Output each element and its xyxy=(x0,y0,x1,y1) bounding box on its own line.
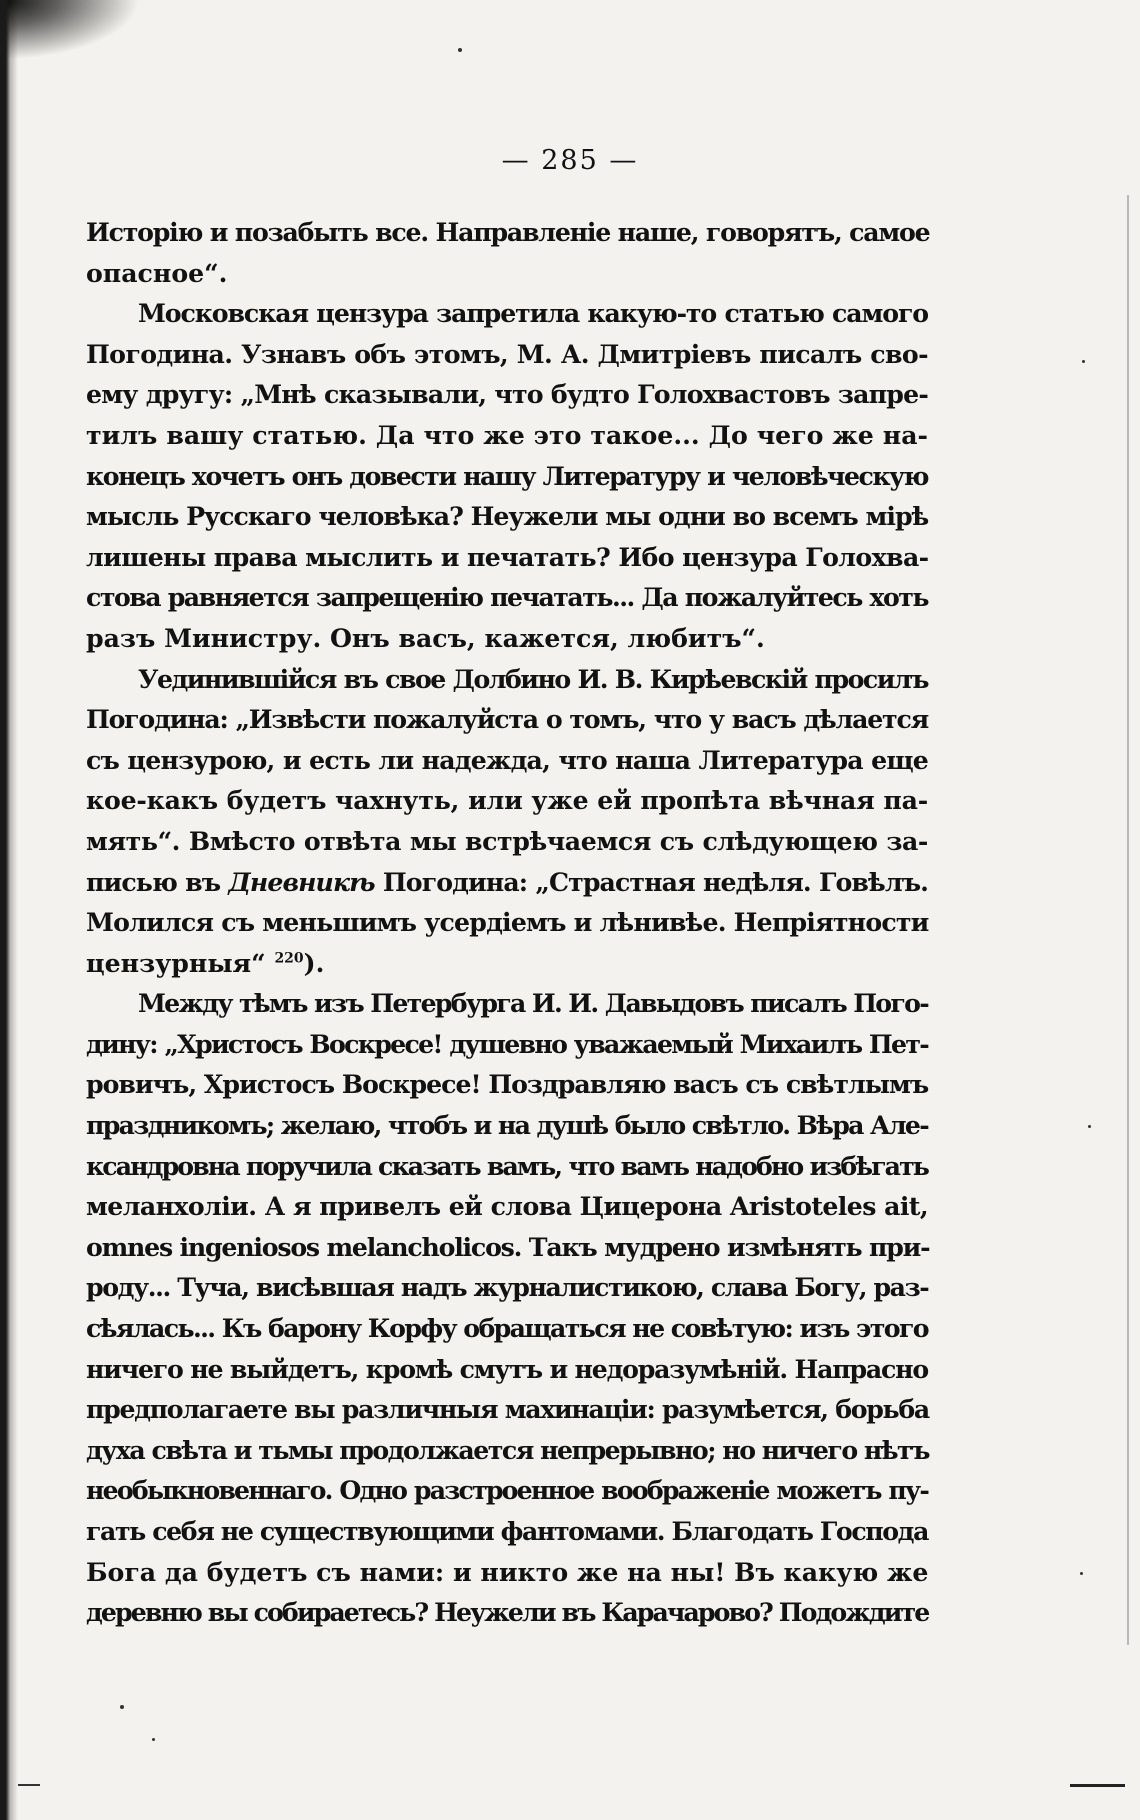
scan-left-edge-shadow xyxy=(0,0,18,1820)
text-line: предполагаете вы различныя махинаціи: разумѣется, борьба xyxy=(86,1394,929,1425)
scan-bottom-mark-right xyxy=(1070,1784,1125,1787)
text-line: ксандровна поручила сказать вамъ, что вамъ надобно избѣгать xyxy=(86,1150,928,1181)
text-line: ровичъ, Христосъ Воскресе! Поздравляю васъ съ свѣтлымъ xyxy=(86,1069,929,1100)
text-line: Уединившійся въ свое Долбино И. В. Кирѣевскій просилъ xyxy=(138,663,928,694)
scan-speck xyxy=(1080,1572,1083,1575)
text-line: стова равняется запрещенію печатать... Да пожалуйтесь хоть xyxy=(86,582,928,613)
text-line: разъ Министру. Онъ васъ, кажется, любитъ“. xyxy=(86,622,765,653)
text-line: необыкновеннаго. Одно разстроенное воображеніе можетъ пу- xyxy=(86,1475,928,1506)
text-line: деревню вы собираетесь? Неужели въ Карачарово? Подождите xyxy=(86,1597,929,1628)
text-line: мять“. Вмѣсто отвѣта мы встрѣчаемся съ слѣдующею за- xyxy=(86,825,928,856)
text-line: ему другу: „Мнѣ сказывали, что будто Голохвастовъ запре- xyxy=(86,379,928,410)
text-line: ничего не выйдетъ, кромѣ смутъ и недоразумѣній. Напрасно xyxy=(86,1353,928,1384)
text-line: omnes ingeniosos melancholicos. Такъ мудрено измѣнять при- xyxy=(86,1231,930,1262)
text-line: опасное“. xyxy=(86,257,228,288)
text-line: праздникомъ; желаю, чтобъ и на душѣ было свѣтло. Вѣра Але- xyxy=(86,1110,928,1141)
text-line: съ цензурою, и есть ли надежда, что наша Литература еще xyxy=(86,744,928,775)
scan-corner-smudge xyxy=(0,0,140,60)
text-line: лишены права мыслить и печатать? Ибо цензура Голохва- xyxy=(86,541,929,572)
text-line: Московская цензура запретила какую-то статью самого xyxy=(138,298,928,329)
text-line: конецъ хочетъ онъ довести нашу Литературу и человѣческую xyxy=(86,460,928,491)
text-line-with-italic xyxy=(86,862,928,903)
text-line: духа свѣта и тьмы продолжается непрерывно; но ничего нѣтъ xyxy=(86,1434,929,1465)
footnote-marker: 220 xyxy=(274,950,304,967)
text-fragment: цензурныя“ xyxy=(86,947,275,978)
text-line: Исторію и позабыть все. Направленіе наше, говорятъ, самое xyxy=(86,217,930,247)
text-line-with-footnote xyxy=(86,943,928,984)
paragraph xyxy=(86,212,928,293)
text-line: Погодина: „Извѣсти пожалуйста о томъ, что у васъ дѣлается xyxy=(86,704,928,735)
scan-speck xyxy=(1082,360,1085,363)
scan-speck xyxy=(120,1705,124,1709)
text-line: дину: „Христосъ Воскресе! душевно уважаемый Михаилъ Пет- xyxy=(86,1028,928,1059)
text-line: Молился съ меньшимъ усердіемъ и лѣнивѣе. Непріятности xyxy=(86,907,929,938)
page-number: — 285 — xyxy=(501,145,639,176)
paragraph xyxy=(86,293,928,658)
scan-right-margin-line xyxy=(1127,195,1129,1645)
text-line: Между тѣмъ изъ Петербурга И. И. Давыдовъ писалъ Пого- xyxy=(138,988,928,1019)
text-line: сѣялась... Къ барону Корфу обращаться не совѣтую: изъ этого xyxy=(86,1313,928,1344)
text-fragment: ). xyxy=(303,947,325,978)
scan-speck xyxy=(458,48,462,52)
text-fragment: Погодина: „Страстная недѣля. Говѣлъ. xyxy=(374,866,928,897)
scan-speck xyxy=(1088,1125,1091,1128)
scan-bottom-mark-left xyxy=(18,1784,40,1786)
text-line: мысль Русскаго человѣка? Неужели мы одни во всемъ мірѣ xyxy=(86,501,929,532)
text-line: кое-какъ будетъ чахнуть, или уже ей пропѣта вѣчная па- xyxy=(86,785,928,816)
text-line: тилъ вашу статью. Да что же это такое... До чего же на- xyxy=(86,419,928,450)
italic-title: Дневникѣ xyxy=(228,866,375,897)
text-line: Бога да будетъ съ нами: и никто же на ны! Въ какую же xyxy=(86,1556,929,1587)
scan-speck xyxy=(152,1738,155,1741)
text-fragment: писью въ xyxy=(86,866,229,897)
text-line: роду... Туча, висѣвшая надъ журналистикою, слава Богу, раз- xyxy=(86,1272,929,1303)
text-line: гать себя не существующими фантомами. Благодать Господа xyxy=(86,1516,928,1546)
paragraph xyxy=(86,659,928,984)
text-line: Погодина. Узнавъ объ этомъ, М. А. Дмитріевъ писалъ сво- xyxy=(86,338,928,369)
paragraph xyxy=(86,983,928,1633)
text-line: меланхоліи. А я привелъ ей слова Цицерона Aristoteles ait, xyxy=(86,1191,928,1222)
body-text xyxy=(86,212,928,1633)
